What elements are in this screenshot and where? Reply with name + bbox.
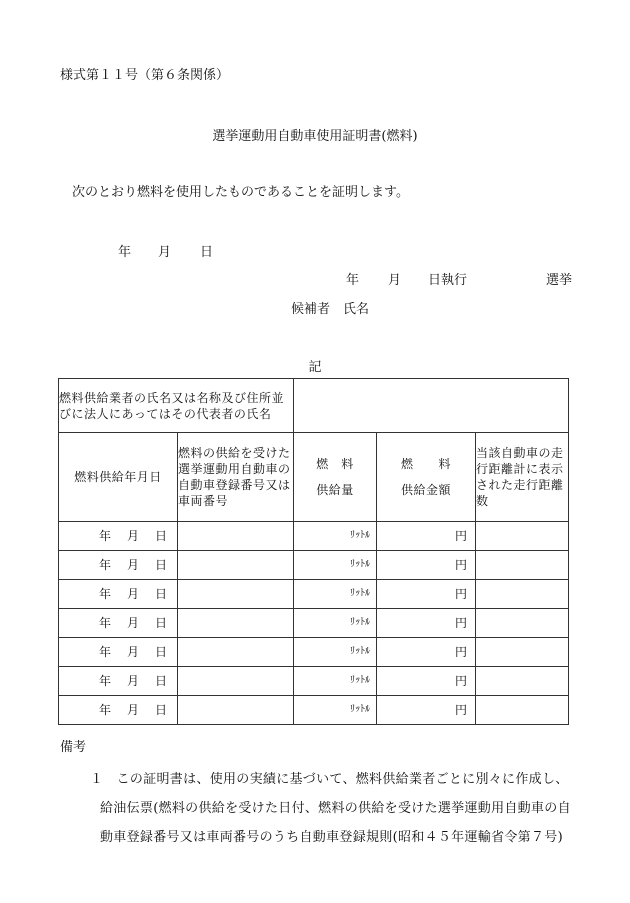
note-line: 給油伝票(燃料の供給を受けた日付、燃料の供給を受けた選挙運動用自動車の自 <box>100 801 571 816</box>
row-distance <box>476 551 569 580</box>
election-label: 選挙 <box>546 273 573 288</box>
date-month-label: 月 <box>158 245 172 260</box>
note-line: １ この証明書は、使用の実績に基づいて、燃料供給業者ごとに別々に作成し、 <box>90 772 569 787</box>
row-liter-unit: ﾘｯﾄﾙ <box>294 696 377 725</box>
row-liter-unit: ﾘｯﾄﾙ <box>294 522 377 551</box>
row-distance <box>476 580 569 609</box>
row-registration <box>178 522 294 551</box>
header-distance: 当該自動車の走行距離計に表示された走行距離数 <box>476 433 569 522</box>
table-row <box>59 609 569 638</box>
row-liter-unit: ﾘｯﾄﾙ <box>294 551 377 580</box>
election-month-label: 月 <box>388 273 402 288</box>
row-date: 年 月 日 <box>59 522 178 551</box>
row-registration <box>178 551 294 580</box>
row-yen-unit: 円 <box>377 638 476 667</box>
row-date: 年 月 日 <box>59 580 178 609</box>
table-row <box>59 667 569 696</box>
table-row <box>59 551 569 580</box>
header-amount <box>377 433 476 522</box>
table-row <box>59 580 569 609</box>
document-title: 選挙運動用自動車使用証明書(燃料) <box>212 129 418 144</box>
row-registration <box>178 609 294 638</box>
candidate-name-label: 氏名 <box>343 302 370 317</box>
header-amount-top: 燃 料 <box>401 457 452 471</box>
note-line: 動車登録番号又は車両番号のうち自動車登録規則(昭和４５年運輸省令第７号) <box>100 830 563 845</box>
header-amount-bottom: 供給金額 <box>401 483 452 497</box>
row-liter-unit: ﾘｯﾄﾙ <box>294 609 377 638</box>
intro-text: 次のとおり燃料を使用したものであることを証明します。 <box>72 185 409 200</box>
row-registration <box>178 667 294 696</box>
row-date: 年 月 日 <box>59 638 178 667</box>
row-distance <box>476 667 569 696</box>
supplier-value-cell <box>294 379 569 433</box>
row-date: 年 月 日 <box>59 667 178 696</box>
table-row <box>59 522 569 551</box>
row-date: 年 月 日 <box>59 696 178 725</box>
header-quantity-bottom: 供給量 <box>316 483 354 497</box>
row-yen-unit: 円 <box>377 551 476 580</box>
form-number: 様式第１１号（第６条関係） <box>60 68 230 83</box>
row-date: 年 月 日 <box>59 551 178 580</box>
row-registration <box>178 638 294 667</box>
row-registration <box>178 696 294 725</box>
row-liter-unit: ﾘｯﾄﾙ <box>294 580 377 609</box>
row-registration <box>178 580 294 609</box>
election-day-exec-label: 日執行 <box>428 273 468 288</box>
row-distance <box>476 522 569 551</box>
fuel-usage-table <box>58 378 569 725</box>
row-liter-unit: ﾘｯﾄﾙ <box>294 667 377 696</box>
row-yen-unit: 円 <box>377 522 476 551</box>
header-quantity-top: 燃 料 <box>316 457 354 471</box>
ki-marker: 記 <box>308 360 322 375</box>
table-row <box>59 638 569 667</box>
row-distance <box>476 609 569 638</box>
header-date: 燃料供給年月日 <box>59 433 178 522</box>
row-liter-unit: ﾘｯﾄﾙ <box>294 638 377 667</box>
supplier-row <box>59 379 569 433</box>
row-yen-unit: 円 <box>377 580 476 609</box>
election-year-label: 年 <box>346 273 360 288</box>
row-distance <box>476 696 569 725</box>
header-registration: 燃料の供給を受けた選挙運動用自動車の自動車登録番号又は車両番号 <box>178 433 294 522</box>
date-day-label: 日 <box>200 245 214 260</box>
row-distance <box>476 638 569 667</box>
row-yen-unit: 円 <box>377 667 476 696</box>
header-row <box>59 433 569 522</box>
row-yen-unit: 円 <box>377 696 476 725</box>
row-date: 年 月 日 <box>59 609 178 638</box>
candidate-label: 候補者 <box>291 302 331 317</box>
supplier-header: 燃料供給業者の氏名又は名称及び住所並びに法人にあってはその代表者の氏名 <box>59 379 294 433</box>
date-year-label: 年 <box>118 245 132 260</box>
row-yen-unit: 円 <box>377 609 476 638</box>
header-quantity <box>294 433 377 522</box>
table-row <box>59 696 569 725</box>
notes-heading: 備考 <box>60 740 87 755</box>
